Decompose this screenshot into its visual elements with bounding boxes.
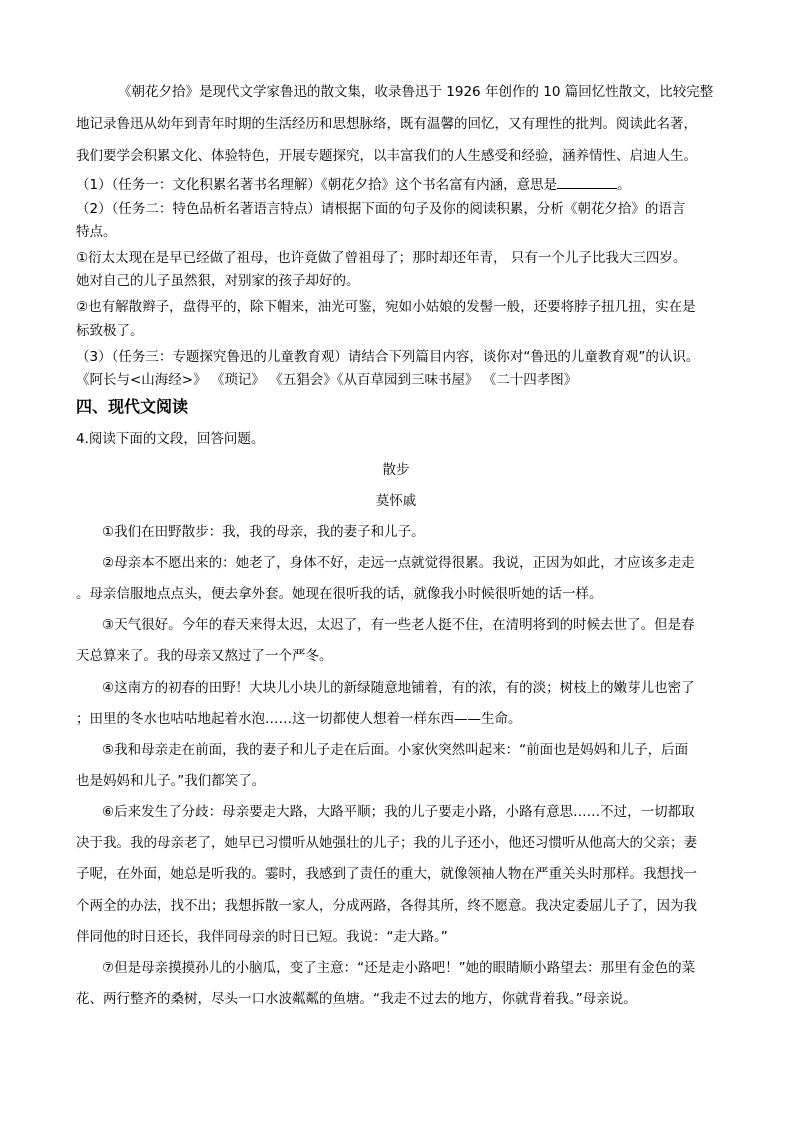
sentence-1-line-2: 她对自己的儿子虽然狠，对别家的孩子却好的。 (76, 273, 360, 289)
paragraph-7-line-1: ⑦但是母亲摸摸孙儿的小脑瓜，变了主意：“还是走小路吧！”她的眼睛顺小路望去：那里有金色的菜 (102, 960, 696, 976)
paragraph-4-line-1: ④这南方的初春的田野！大块儿小块儿的新绿随意地铺着，有的浓，有的淡；树枝上的嫩芽儿也密了 (102, 680, 695, 696)
paragraph-2-line-1: ②母亲本不愿出来的：她老了，身体不好，走远一点就觉得很累。我说，正因为如此，才应该多走走 (102, 555, 695, 571)
answer-blank[interactable] (557, 174, 617, 189)
paragraph-3-line-1: ③天气很好。今年的春天来得太迟，太迟了，有一些老人挺不住，在清明将到的时候去世了。但是春 (102, 617, 695, 633)
question-3-line-2: 《阿长与<山海经>》 《琐记》 《五猖会》《从百草园到三味书屋》 《二十四孝图》 (76, 372, 578, 388)
paragraph-4-line-2: ；田里的冬水也咕咕地起着水泡……这一切都使人想着一样东西——生命。 (76, 711, 522, 727)
paragraph-5-line-2: 也是妈妈和儿子。”我们都笑了。 (76, 773, 266, 789)
intro-line-2: 地记录鲁迅从幼年到青年时期的生活经历和思想脉络，既有温馨的回忆，又有理性的批判。阅读此名著， (76, 116, 697, 132)
paragraph-6-line-3: 子呢，在外面，她总是听我的。霎时，我感到了责任的重大，就像领袖人物在严重关头时那样。我想找一 (76, 866, 697, 882)
question-1-text: （1）（任务一：文化积累名著书名理解）《朝花夕拾》这个书名富有内涵，意思是 (76, 177, 558, 193)
paragraph-6-line-5: 伴同他的时日还长，我伴同母亲的时日已短。我说：“走大路。” (76, 929, 448, 945)
reading-instruction: 4.阅读下面的文段，回答问题。 (76, 431, 265, 447)
question-1 (76, 174, 726, 195)
article-title: 散步 (382, 462, 410, 478)
paragraph-1-line-1: ①我们在田野散步：我，我的母亲，我的妻子和儿子。 (102, 524, 425, 540)
intro-line-3: 我们要学会积累文化、体验特色，开展专题探究，以丰富我们的人生感受和经验，涵养情性、启迪人生。 (76, 148, 697, 164)
question-2-line-1: （2）（任务二：特色品析名著语言特点）请根据下面的句子及你的阅读积累，分析《朝花夕拾》的语言 (76, 201, 686, 217)
paragraph-6-line-1: ⑥后来发生了分歧：母亲要走大路，大路平顺；我的儿子要走小路，小路有意思……不过，一切都取 (102, 804, 695, 820)
question-2-line-2: 特点。 (76, 224, 117, 240)
question-3-line-1: （3）（任务三：专题探究鲁迅的儿童教育观）请结合下列篇目内容，谈你对“鲁迅的儿童教育观”的认识。 (76, 349, 700, 365)
intro-line-1: 《朝花夕拾》是现代文学家鲁迅的散文集，收录鲁迅于 1926 年创作的 10 篇回忆性散文，比较完整 (118, 84, 714, 100)
paragraph-3-line-2: 天总算来了。我的母亲又熬过了一个严冬。 (76, 648, 333, 664)
paragraph-7-line-2: 花、两行整齐的桑树，尽头一口水波粼粼的鱼塘。“我走不过去的地方，你就背着我。”母亲说。 (76, 991, 637, 1007)
sentence-2-line-1: ②也有解散辫子，盘得平的，除下帽来，油光可鉴，宛如小姑娘的发髻一般，还要将脖子扭几扭，实在是 (76, 299, 696, 315)
paragraph-5-line-1: ⑤我和母亲走在前面，我的妻子和儿子走在后面。小家伙突然叫起来：“前面也是妈妈和儿子，后面 (102, 742, 689, 758)
paragraph-6-line-2: 决于我。我的母亲老了，她早已习惯听从她强壮的儿子；我的儿子还小，他还习惯听从他高大的父亲；妻 (76, 835, 697, 851)
paragraph-2-line-2: 。母亲信服地点点头，便去拿外套。她现在很听我的话，就像我小时候很听她的话一样。 (76, 586, 603, 602)
question-1-end: 。 (617, 177, 631, 193)
sentence-1-line-1: ①衍太太现在是早已经做了祖母，也许竟做了曾祖母了；那时却还年青， 只有一个儿子比我大三四岁。 (76, 250, 687, 266)
paragraph-6-line-4: 个两全的办法，找不出；我想拆散一家人，分成两路，各得其所，终不愿意。我决定委屈儿子了，因为我 (76, 898, 697, 914)
section-heading: 四、现代文阅读 (76, 397, 189, 416)
article-author: 莫怀戚 (375, 493, 417, 509)
sentence-2-line-2: 标致极了。 (76, 323, 144, 339)
